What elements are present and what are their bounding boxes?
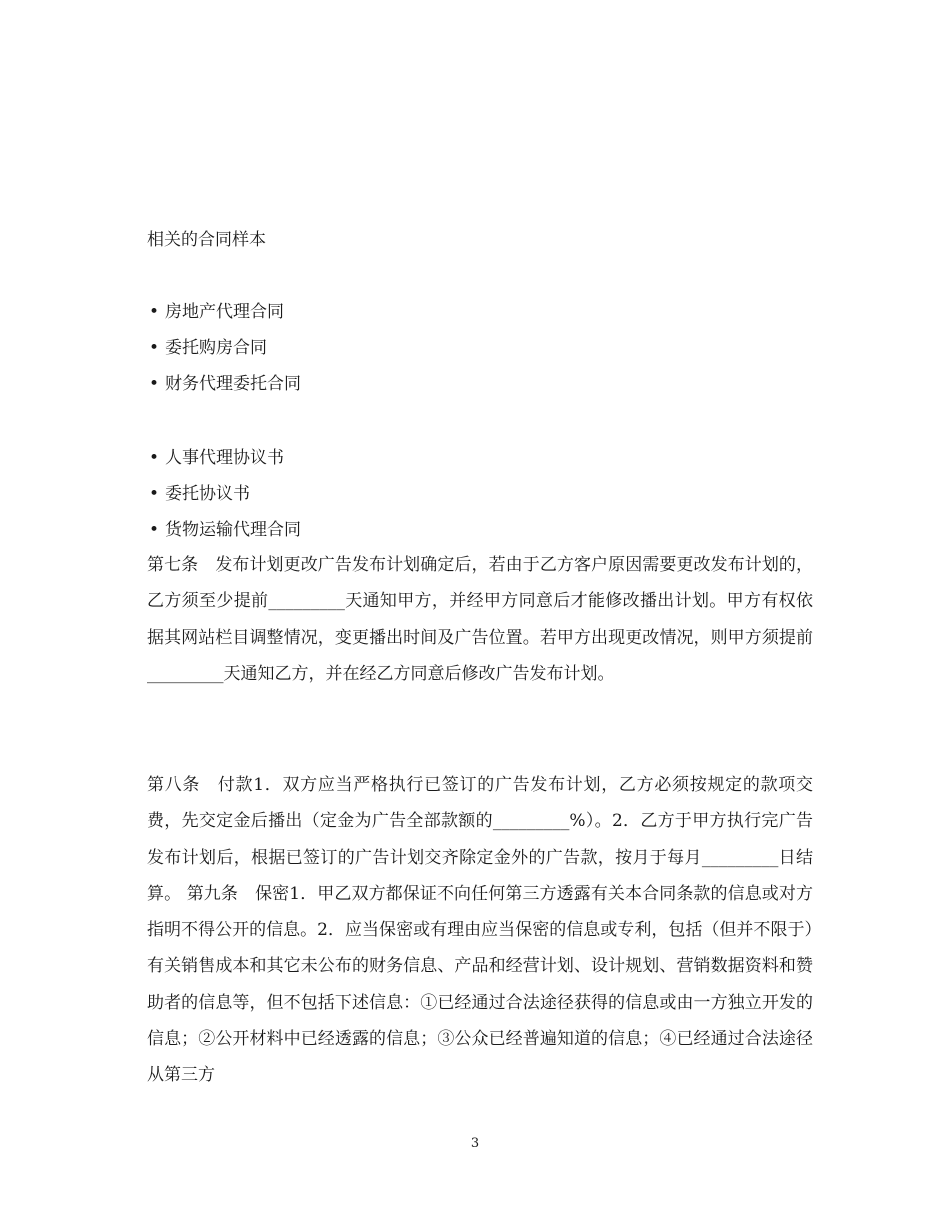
bullet-icon: •: [149, 374, 160, 394]
section-title: 相关的合同样本: [147, 230, 266, 250]
list-item-label: 人事代理协议书: [165, 448, 284, 468]
article-8-paragraph: 第八条 付款1．双方应当严格执行已签订的广告发布计划，乙方必须按规定的款项交费，先交定金后播出（定金为广告全部款额的_________%）。2．乙方于甲方执行完广告发布计划后，根据已签订的广告计划交齐除定金外的广告款，按月于每月_________日结算。 第九条 保密1．甲乙双方都保证不向任何第三方透露有关本合同条款的信息或对方指明不得公开的信息。2．应当保密或有理由应当保密的信息或专利，包括（但并不限于）有关销售成本和其它未公布的财务信息、产品和经营计划、设计规划、营销数据资料和赞助者的信息等，但不包括下述信息：①已经通过合法途径获得的信息或由一方独立开发的信息；②公开材料中已经透露的信息；③公众已经普遍知道的信息；④已经通过合法途径从第三方: [147, 775, 813, 1086]
list-item-label: 财务代理委托合同: [165, 374, 301, 394]
list-item[interactable]: [147, 440, 301, 476]
bullet-icon: •: [149, 484, 160, 504]
bullet-icon: •: [149, 448, 160, 468]
bullet-icon: •: [149, 302, 160, 322]
list-item[interactable]: [147, 512, 301, 548]
list-item[interactable]: [147, 330, 301, 366]
bullet-icon: •: [149, 338, 160, 358]
list-item[interactable]: [147, 294, 301, 330]
list-item-label: 房地产代理合同: [165, 302, 284, 322]
list-item-label: 委托协议书: [165, 484, 250, 504]
list-item[interactable]: [147, 366, 301, 402]
list-item-label: 货物运输代理合同: [165, 520, 301, 540]
page-number: 3: [470, 1136, 480, 1151]
list-item-label: 委托购房合同: [165, 338, 267, 358]
bullet-icon: •: [149, 520, 160, 540]
related-contracts-list-1: [147, 294, 301, 402]
article-7-paragraph: 第七条 发布计划更改广告发布计划确定后，若由于乙方客户原因需要更改发布计划的，乙方须至少提前_________天通知甲方，并经甲方同意后才能修改播出计划。甲方有权依据其网站栏目调整情况，变更播出时间及广告位置。若甲方出现更改情况，则甲方须提前_________天通知乙方，并在经乙方同意后修改广告发布计划。: [147, 555, 813, 684]
related-contracts-list-2: [147, 440, 301, 548]
list-item[interactable]: [147, 476, 301, 512]
